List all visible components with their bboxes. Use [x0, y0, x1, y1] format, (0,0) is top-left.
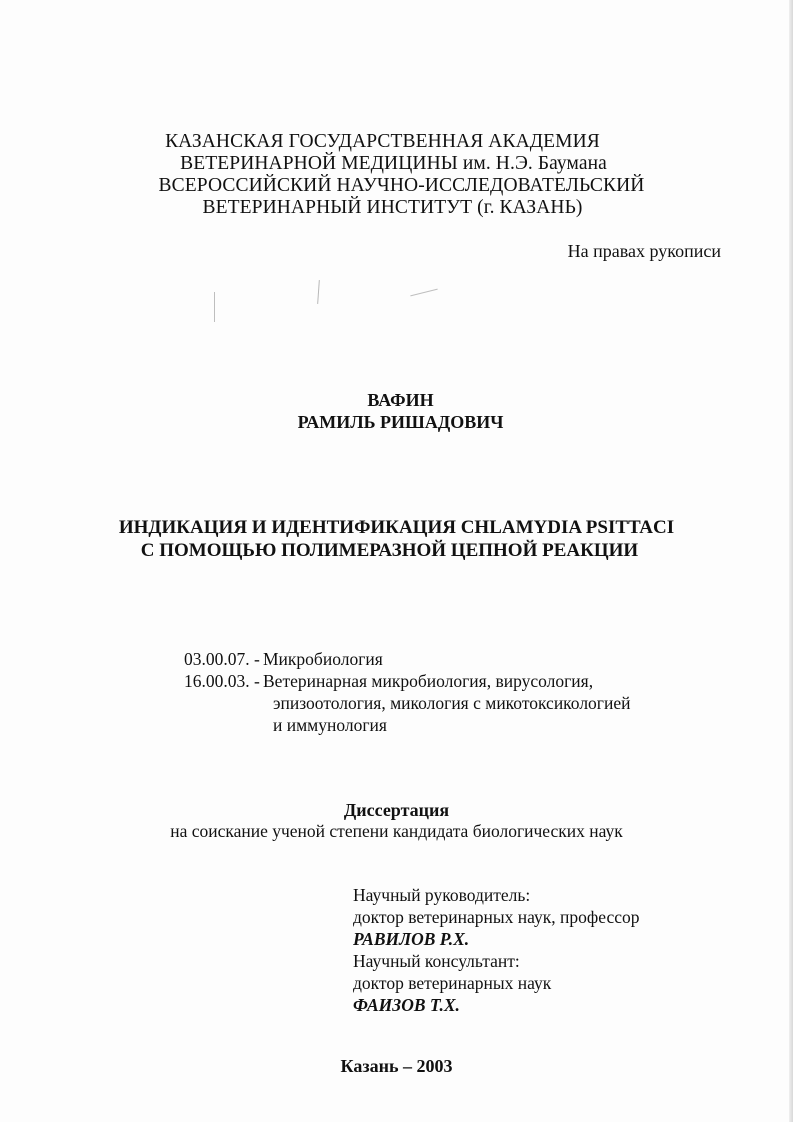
specialty-name-2-line-3: и иммунология — [273, 715, 387, 735]
specialty-name-2-line-1: Ветеринарная микробиология, вирусология, — [263, 671, 594, 691]
consultant-degree: доктор ветеринарных наук — [353, 973, 552, 993]
dissertation-subtitle: на соискание ученой степени кандидата биологических наук — [170, 821, 623, 841]
scan-mark — [317, 280, 320, 304]
author-surname: ВАФИН — [367, 390, 434, 410]
thesis-title-line-2: С ПОМОЩЬЮ ПОЛИМЕРАЗНОЙ ЦЕПНОЙ РЕАКЦИИ — [140, 540, 639, 561]
author-name: РАМИЛЬ РИШАДОВИЧ — [297, 412, 504, 432]
thesis-title-line-1: ИНДИКАЦИЯ И ИДЕНТИФИКАЦИЯ CHLAMYDIA PSITTACI — [118, 517, 675, 538]
specialty-code-2: 16.00.03. - — [184, 671, 260, 691]
specialty-code-1: 03.00.07. - — [184, 649, 260, 669]
institution-line-3: ВСЕРОССИЙСКИЙ НАУЧНО-ИССЛЕДОВАТЕЛЬСКИЙ — [158, 175, 645, 196]
scan-edge — [789, 0, 793, 1122]
dissertation-label: Диссертация — [343, 800, 450, 820]
specialty-name-2-line-2: эпизоотология, микология с микотоксикологией — [273, 693, 631, 713]
city-year: Казань – 2003 — [340, 1056, 453, 1076]
supervisor-label: Научный руководитель: — [353, 885, 531, 905]
institution-line-4: ВЕТЕРИНАРНЫЙ ИНСТИТУТ (г. КАЗАНЬ) — [202, 197, 583, 218]
consultant-label: Научный консультант: — [353, 951, 520, 971]
supervisor-name: РАВИЛОВ Р.Х. — [353, 929, 470, 949]
specialty-name-1: Микробиология — [263, 649, 383, 669]
institution-line-1: КАЗАНСКАЯ ГОСУДАРСТВЕННАЯ АКАДЕМИЯ — [165, 131, 600, 152]
institution-line-2: ВЕТЕРИНАРНОЙ МЕДИЦИНЫ им. Н.Э. Баумана — [180, 153, 607, 174]
manuscript-rights-note: На правах рукописи — [567, 241, 721, 261]
scan-mark — [410, 289, 437, 297]
supervisor-degree: доктор ветеринарных наук, профессор — [353, 907, 640, 927]
scan-mark — [214, 292, 215, 322]
consultant-name: ФАИЗОВ Т.Х. — [353, 995, 460, 1015]
